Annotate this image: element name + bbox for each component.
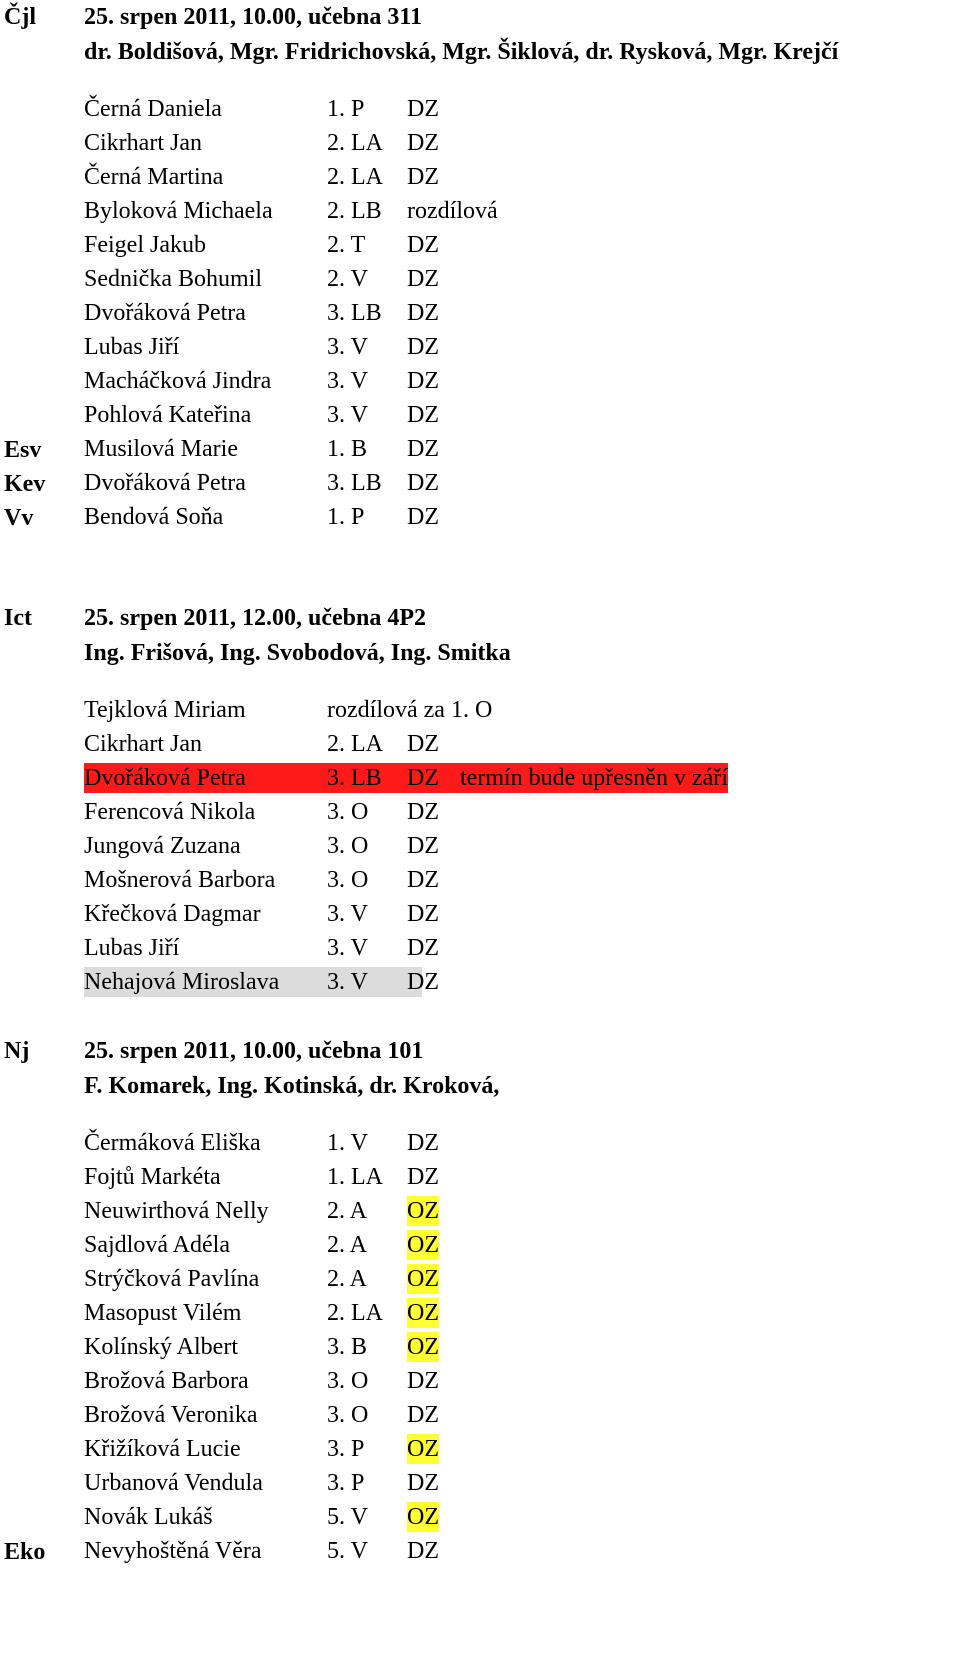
student-name: Masopust Vilém	[84, 1300, 242, 1326]
student-row	[84, 1128, 960, 1158]
exam-date-room: 25. srpen 2011, 12.00, učebna 4P2	[84, 605, 427, 631]
note-text: termín bude upřesněn v září	[460, 765, 728, 791]
exam-type: OZ	[407, 1334, 439, 1360]
exam-type: DZ	[407, 300, 439, 326]
student-class: 2. LB	[327, 198, 382, 224]
exam-type: DZ	[407, 969, 439, 995]
student-name: Černá Martina	[84, 164, 224, 190]
student-class: 2. LA	[327, 731, 383, 757]
exam-type: DZ	[407, 130, 439, 156]
exam-type: DZ	[407, 1164, 439, 1190]
exam-type: DZ	[407, 935, 439, 961]
exam-type: DZ	[407, 1368, 439, 1394]
student-name: Lubas Jiří	[84, 334, 180, 360]
student-name: Ferencová Nikola	[84, 799, 256, 825]
student-class: 1. P	[327, 96, 365, 122]
exam-type: DZ	[407, 1470, 439, 1496]
exam-type: DZ	[407, 402, 439, 428]
student-class: 3. O	[327, 833, 369, 859]
student-name: Brožová Barbora	[84, 1368, 249, 1394]
exam-date-room: 25. srpen 2011, 10.00, učebna 311	[84, 4, 423, 30]
student-class: 3. V	[327, 935, 368, 961]
subject-code: Esv	[4, 437, 42, 463]
exam-type: DZ	[407, 164, 439, 190]
exam-type: DZ	[407, 436, 439, 462]
student-row	[84, 502, 960, 532]
student-class: rozdílová za 1. O	[327, 697, 493, 723]
student-row	[84, 1502, 960, 1532]
student-class: 1. P	[327, 504, 365, 530]
student-class: 3. V	[327, 402, 368, 428]
student-class: 3. B	[327, 1334, 368, 1360]
student-class: 3. O	[327, 799, 369, 825]
student-class: 3. V	[327, 969, 368, 995]
student-class: 2. V	[327, 266, 368, 292]
student-row	[84, 797, 960, 827]
exam-type: OZ	[407, 1198, 439, 1224]
student-name: Sednička Bohumil	[84, 266, 262, 292]
student-row	[84, 933, 960, 963]
examiners: Ing. Frišová, Ing. Svobodová, Ing. Smitka	[84, 640, 511, 666]
student-row	[84, 1298, 960, 1328]
student-row	[84, 695, 960, 725]
subject-code: Vv	[4, 505, 34, 531]
student-name: Cikrhart Jan	[84, 731, 202, 757]
student-row	[84, 94, 960, 124]
student-row	[84, 264, 960, 294]
student-name: Kolínský Albert	[84, 1334, 238, 1360]
student-row	[84, 729, 960, 759]
student-class: 1. V	[327, 1130, 368, 1156]
student-name: Brožová Veronika	[84, 1402, 258, 1428]
student-name: Neuwirthová Nelly	[84, 1198, 269, 1224]
student-class: 2. LA	[327, 1300, 383, 1326]
student-row	[84, 162, 960, 192]
student-name: Tejklová Miriam	[84, 697, 246, 723]
student-name: Fojtů Markéta	[84, 1164, 221, 1190]
examiners: F. Komarek, Ing. Kotinská, dr. Kroková,	[84, 1073, 500, 1099]
student-row	[84, 763, 960, 793]
examiners: dr. Boldišová, Mgr. Fridrichovská, Mgr. Šiklová, dr. Rysková, Mgr. Krejčí	[84, 39, 839, 65]
student-row	[84, 1434, 960, 1464]
student-name: Dvořáková Petra	[84, 300, 246, 326]
exam-type: DZ	[407, 763, 487, 793]
student-class: 3. O	[327, 867, 369, 893]
subject-code: Čjl	[4, 4, 36, 30]
exam-type: OZ	[407, 1300, 439, 1326]
subject-code: Kev	[4, 471, 46, 497]
exam-date-room: 25. srpen 2011, 10.00, učebna 101	[84, 1038, 424, 1064]
student-name: Nevyhoštěná Věra	[84, 1538, 262, 1564]
exam-type: DZ	[407, 368, 439, 394]
student-name: Lubas Jiří	[84, 935, 180, 961]
exam-type: DZ	[407, 833, 439, 859]
exam-type: OZ	[407, 1232, 439, 1258]
student-name: Křečková Dagmar	[84, 901, 261, 927]
student-row	[84, 1230, 960, 1260]
student-row	[84, 1196, 960, 1226]
exam-type: DZ	[407, 731, 439, 757]
student-row	[84, 298, 960, 328]
exam-type: OZ	[407, 1504, 439, 1530]
student-row	[84, 1366, 960, 1396]
student-name: Dvořáková Petra	[84, 763, 327, 793]
exam-type: DZ	[407, 1538, 439, 1564]
student-name: Mošnerová Barbora	[84, 867, 276, 893]
student-name: Byloková Michaela	[84, 198, 273, 224]
student-row	[84, 831, 960, 861]
student-class: 2. LA	[327, 130, 383, 156]
student-name: Urbanová Vendula	[84, 1470, 263, 1496]
student-class: 3. O	[327, 1402, 369, 1428]
student-class: 2. LA	[327, 164, 383, 190]
student-row	[84, 1536, 960, 1566]
student-name: Černá Daniela	[84, 96, 222, 122]
student-class: 3. LB	[327, 763, 407, 793]
student-name: Křižíková Lucie	[84, 1436, 241, 1462]
student-name: Strýčková Pavlína	[84, 1266, 260, 1292]
exam-type: DZ	[407, 96, 439, 122]
student-name: Feigel Jakub	[84, 232, 206, 258]
student-row	[84, 230, 960, 260]
exam-type: DZ	[407, 799, 439, 825]
exam-type: DZ	[407, 1402, 439, 1428]
student-class: 3. P	[327, 1470, 365, 1496]
student-class: 3. O	[327, 1368, 369, 1394]
student-row	[84, 865, 960, 895]
exam-type: OZ	[407, 1266, 439, 1292]
student-class: 2. A	[327, 1198, 368, 1224]
student-class: 3. LB	[327, 470, 382, 496]
student-row	[84, 1468, 960, 1498]
student-class: 3. LB	[327, 300, 382, 326]
student-name: Sajdlová Adéla	[84, 1232, 230, 1258]
student-row	[84, 899, 960, 929]
student-name: Nehajová Miroslava	[84, 969, 280, 995]
exam-type: DZ	[407, 504, 439, 530]
student-class: 1. LA	[327, 1164, 383, 1190]
exam-type: DZ	[407, 867, 439, 893]
student-row	[84, 196, 960, 226]
student-row	[84, 400, 960, 430]
student-class: 3. V	[327, 901, 368, 927]
student-class: 5. V	[327, 1504, 368, 1530]
student-class: 3. V	[327, 368, 368, 394]
subject-code: Nj	[4, 1038, 30, 1064]
student-class: 5. V	[327, 1538, 368, 1564]
student-name: Bendová Soňa	[84, 504, 224, 530]
student-class: 2. A	[327, 1232, 368, 1258]
exam-type: rozdílová	[407, 198, 498, 224]
exam-type: DZ	[407, 470, 439, 496]
student-class: 1. B	[327, 436, 368, 462]
student-row	[84, 1332, 960, 1362]
student-name: Macháčková Jindra	[84, 368, 272, 394]
student-row	[84, 1162, 960, 1192]
student-row	[84, 468, 960, 498]
student-class: 2. T	[327, 232, 366, 258]
student-row	[84, 332, 960, 362]
student-row	[84, 128, 960, 158]
exam-type: DZ	[407, 334, 439, 360]
student-name: Jungová Zuzana	[84, 833, 241, 859]
student-row	[84, 434, 960, 464]
exam-type: DZ	[407, 266, 439, 292]
student-name: Pohlová Kateřina	[84, 402, 252, 428]
student-name: Cikrhart Jan	[84, 130, 202, 156]
student-name: Musilová Marie	[84, 436, 238, 462]
student-class: 2. A	[327, 1266, 368, 1292]
exam-type: DZ	[407, 232, 439, 258]
student-name: Dvořáková Petra	[84, 470, 246, 496]
student-row	[84, 967, 960, 997]
subject-code: Ict	[4, 605, 32, 631]
student-row	[84, 366, 960, 396]
student-name: Novák Lukáš	[84, 1504, 213, 1530]
subject-code: Eko	[4, 1539, 46, 1565]
student-class: 3. P	[327, 1436, 365, 1462]
exam-type: DZ	[407, 1130, 439, 1156]
exam-type: DZ	[407, 901, 439, 927]
exam-type: OZ	[407, 1436, 439, 1462]
student-row	[84, 1264, 960, 1294]
student-name: Čermáková Eliška	[84, 1130, 261, 1156]
student-row	[84, 1400, 960, 1430]
student-class: 3. V	[327, 334, 368, 360]
